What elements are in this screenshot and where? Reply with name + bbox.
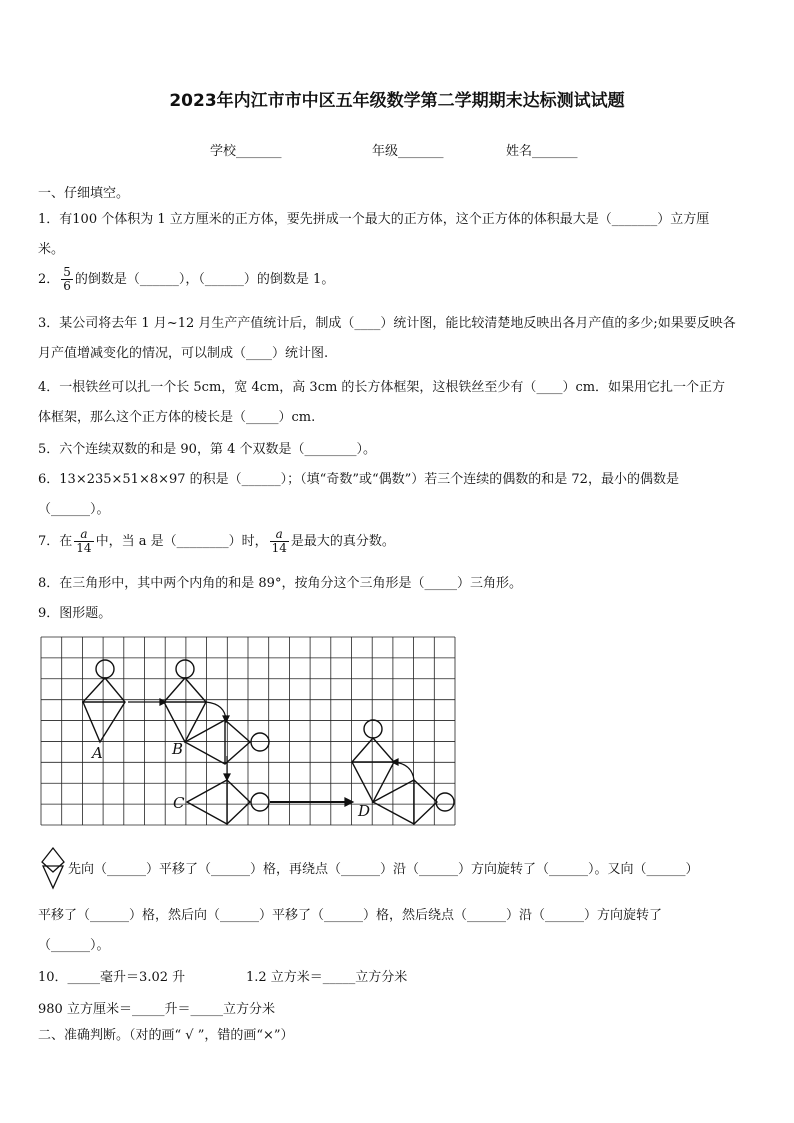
figure-b-rotated-kite	[185, 720, 250, 764]
label-a: A	[92, 744, 103, 762]
question-7	[38, 528, 395, 555]
question-3-line-2: 月产值增减变化的情况，可以制成（____）统计图.	[38, 346, 329, 361]
q2-suffix: 的倒数是（______），（______）的倒数是 1。	[74, 272, 335, 287]
label-b: B	[172, 740, 184, 758]
section-1-heading: 一、仔细填空。	[38, 186, 130, 201]
fraction-denominator: 14	[76, 541, 92, 555]
question-9-line-3: （______）。	[38, 938, 110, 953]
section-2-heading: 二、准确判断。（对的画“ √ ”，错的画“×”）	[38, 1028, 294, 1043]
figure-d-kite	[352, 738, 394, 802]
name-field: 姓名_______	[506, 144, 578, 159]
question-9-line-1: 先向（______）平移了（______）格，再绕点（______）沿（______）方向旋转了（______）。又向（______）	[68, 862, 699, 877]
grade-field: 年级_______	[372, 144, 444, 159]
figure-d-circle	[364, 720, 382, 738]
page-title: 2023年内江市市中区五年级数学第二学期期末达标测试试题	[169, 91, 625, 111]
q7-prefix: 7．在	[38, 534, 73, 549]
q7-suffix: 是最大的真分数。	[290, 534, 395, 549]
kite-shape-icon	[40, 844, 66, 892]
fraction-denominator: 14	[271, 541, 287, 555]
question-10-part-3: 980 立方厘米＝_____升＝_____立方分米	[38, 1002, 275, 1017]
question-1-line-1: 1．有100 个体积为 1 立方厘米的正方体，要先拼成一个最大的正方体，这个正方体的体积最大是（_______）立方厘	[38, 212, 710, 227]
label-c: C	[173, 794, 185, 812]
q7-mid: 中，当 a 是（________）时，	[95, 534, 268, 549]
figure-a-kite	[83, 678, 125, 742]
question-2	[38, 266, 334, 293]
question-6-line-2: （______）。	[38, 502, 110, 517]
question-1-line-2: 米。	[38, 242, 65, 257]
question-3-line-1: 3．某公司将去年 1 月~12 月生产产值统计后，制成（____）统计图，能比较清楚地反映出各月产值的多少;如果要反映各	[38, 316, 736, 331]
fraction-denominator: 6	[63, 279, 71, 293]
fraction-numerator: 5	[63, 265, 71, 279]
question-9-heading: 9．图形题。	[38, 606, 112, 621]
question-10-part-1: 10．_____毫升＝3.02 升	[38, 970, 186, 985]
figure-b-kite	[164, 678, 206, 742]
figure-c-circle	[251, 793, 269, 811]
question-4-line-2: 体框架，那么这个正方体的棱长是（_____）cm.	[38, 410, 316, 425]
question-10-part-2: 1.2 立方米＝_____立方分米	[246, 970, 408, 985]
label-d: D	[358, 802, 371, 820]
question-5: 5．六个连续双数的和是 90，第 4 个双数是（________）。	[38, 442, 376, 457]
fraction-a-14	[270, 528, 289, 555]
figure-c-kite	[187, 780, 250, 824]
fraction-numerator: a	[74, 528, 93, 542]
figure-a-circle	[96, 660, 114, 678]
question-8: 8．在三角形中，其中两个内角的和是 89°，按角分这个三角形是（_____）三角形。	[38, 576, 522, 591]
question-9-line-2: 平移了（______）格，然后向（______）平移了（______）格，然后绕点（______）沿（______）方向旋转了	[38, 908, 663, 923]
fraction-numerator: a	[270, 528, 289, 542]
transformation-grid-figure	[40, 636, 456, 826]
figure-d-rotated-kite	[373, 780, 437, 824]
question-6-line-1: 6．13×235×51×8×97 的积是（______）；（填“奇数”或“偶数”）若三个连续的偶数的和是 72，最小的偶数是	[38, 472, 679, 487]
figure-d-rotated-circle	[436, 793, 454, 811]
figure-b-rotated-circle	[251, 733, 269, 751]
q2-prefix: 2．	[38, 272, 60, 287]
fraction-5-6	[61, 266, 73, 293]
figure-b-circle	[176, 660, 194, 678]
question-4-line-1: 4．一根铁丝可以扎一个长 5cm，宽 4cm，高 3cm 的长方体框架，这根铁丝至少有（____）cm．如果用它扎一个正方	[38, 380, 726, 395]
school-field: 学校_______	[210, 144, 282, 159]
fraction-a-14	[74, 528, 93, 555]
